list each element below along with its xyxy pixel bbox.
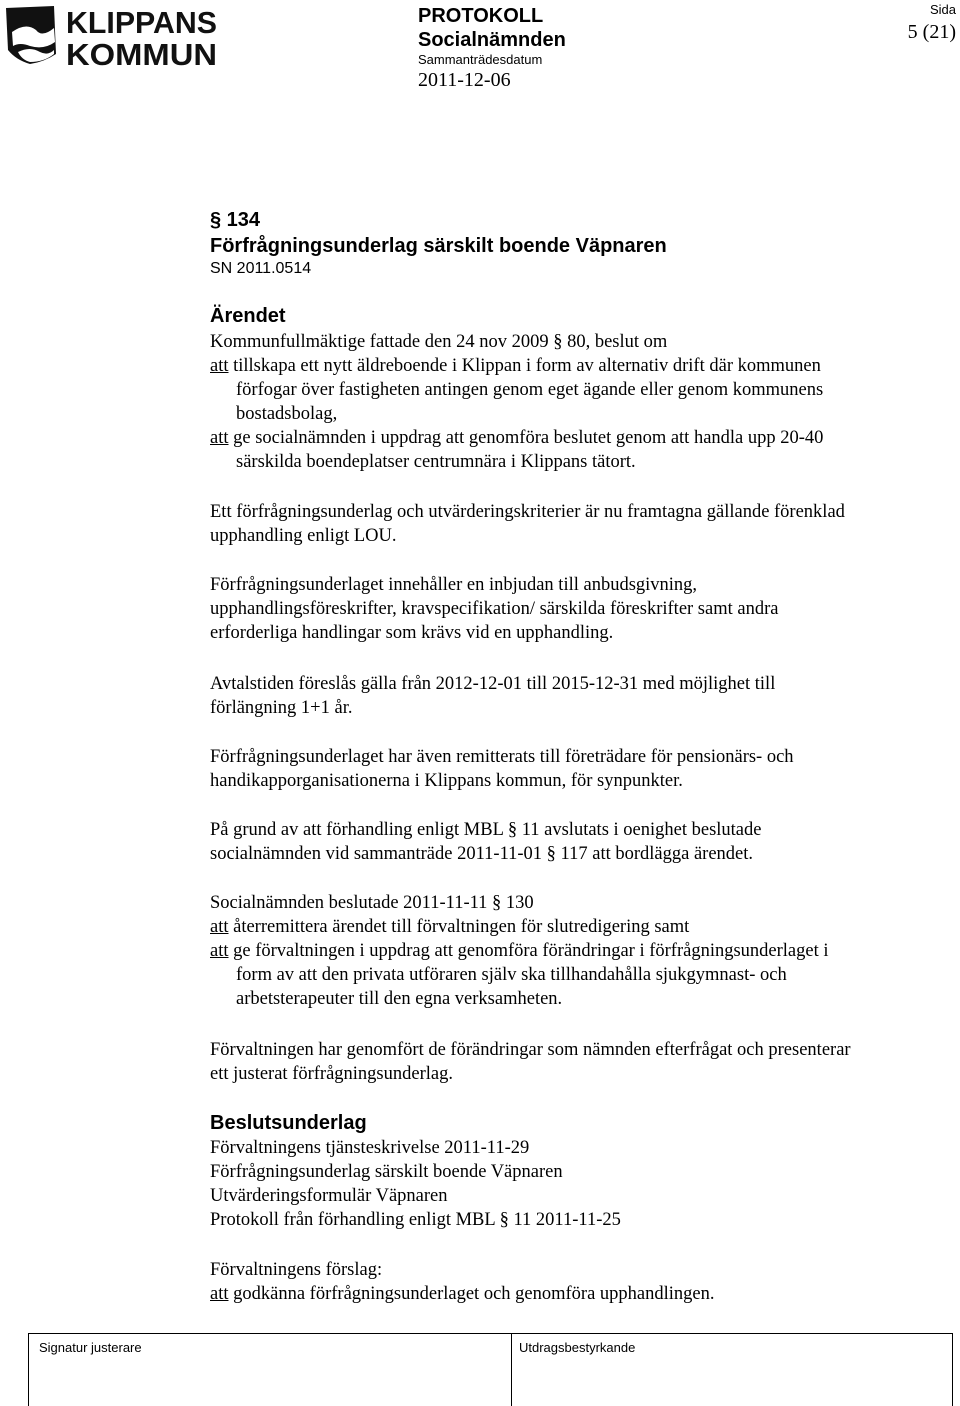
decision-item-1 [210, 354, 955, 426]
list-item: Förvaltningens tjänsteskrivelse 2011-11-29 [210, 1138, 530, 1158]
paragraph-6 [210, 818, 955, 866]
document-type: PROTOKOLL [418, 5, 544, 27]
section-heading-arendet: Ärendet [210, 305, 286, 327]
committee-name: Socialnämnden [418, 29, 566, 51]
section-heading-beslutsunderlag: Beslutsunderlag [210, 1112, 367, 1134]
paragraph-4 [210, 672, 955, 720]
forslag-block [210, 1258, 955, 1306]
text-line: ett justerat förfrågningsunderlag. [210, 1064, 453, 1084]
item-text: återremittera ärendet till förvaltningen för slutredigering samt [228, 917, 690, 937]
paragraph-8 [210, 1038, 955, 1086]
klippans-kommun-logo [4, 2, 219, 68]
page-label: Sida [929, 2, 956, 17]
text-line: Avtalstiden föreslås gälla från 2012-12-01 till 2015-12-31 med möjlighet till [210, 674, 776, 694]
signature-label: Signatur justerare [39, 1340, 142, 1355]
item-text: tillskapa ett nytt äldreboende i Klippan i form av alternativ drift där kommunen [228, 356, 821, 376]
footer-divider [511, 1333, 512, 1406]
text-line: erforderliga handlingar som krävs vid en upphandling. [210, 623, 614, 643]
paragraph-5 [210, 745, 955, 793]
text-line: socialnämnden vid sammanträde 2011-11-01 § 117 att bordlägga ärendet. [210, 844, 754, 864]
att-keyword: att [210, 428, 229, 448]
decision-item [210, 915, 955, 939]
item-text: förfogar över fastigheten antingen genom eget ägande eller genom kommunens [236, 380, 824, 400]
text-line: Förfrågningsunderlaget har även remitterats till företrädare för pensionärs- och [210, 747, 794, 767]
arendet-intro-block [210, 330, 955, 474]
list-item: Förfrågningsunderlag särskilt boende Väpnaren [210, 1162, 563, 1182]
item-text: ge förvaltningen i uppdrag att genomföra förändringar i förfrågningsunderlaget i [228, 941, 829, 961]
list-item: Utvärderingsformulär Väpnaren [210, 1186, 448, 1206]
item-text: form av att den privata utföraren själv ska tillhandahålla sjukgymnast- och [236, 965, 787, 985]
text-line: Förvaltningen har genomfört de förändringar som nämnden efterfrågat och presenterar [210, 1040, 851, 1060]
meeting-date: 2011-12-06 [418, 69, 511, 91]
footer-rule [28, 1333, 952, 1334]
paragraph-2 [210, 500, 955, 548]
beslutsunderlag-list [210, 1136, 955, 1232]
item-text: godkänna förfrågningsunderlaget och genomföra upphandlingen. [228, 1284, 715, 1304]
logo-text-klippans: KLIPPANS [66, 5, 217, 40]
certification-label: Utdragsbestyrkande [519, 1340, 636, 1355]
list-item: Protokoll från förhandling enligt MBL § 11 2011-11-25 [210, 1210, 621, 1230]
decision-item-2 [210, 426, 955, 474]
att-keyword: att [210, 941, 229, 961]
item-text: bostadsbolag, [236, 404, 338, 424]
text-line: Socialnämnden beslutade 2011-11-11 § 130 [210, 893, 534, 913]
text-line: förlängning 1+1 år. [210, 698, 353, 718]
forslag-heading: Förvaltningens förslag: [210, 1260, 383, 1280]
text-line: upphandlingsföreskrifter, kravspecifikation/ särskilda föreskrifter samt andra [210, 599, 779, 619]
forslag-item [210, 1282, 955, 1306]
text-line: På grund av att förhandling enligt MBL § 11 avslutats i oenighet beslutade [210, 820, 762, 840]
text-line: upphandling enligt LOU. [210, 526, 397, 546]
intro-line: Kommunfullmäktige fattade den 24 nov 2009 § 80, beslut om [210, 332, 668, 352]
meeting-date-label: Sammanträdesdatum [418, 52, 543, 67]
text-line: Förfrågningsunderlaget innehåller en inbjudan till anbudsgivning, [210, 575, 698, 595]
item-text: särskilda boendeplatser centrumnära i Klippans tätort. [236, 452, 636, 472]
logo-text-kommun: KOMMUN [66, 37, 217, 68]
decision-item [210, 939, 955, 1011]
case-number: SN 2011.0514 [210, 260, 312, 277]
att-keyword: att [210, 1284, 229, 1304]
text-line: Ett förfrågningsunderlag och utvärderingskriterier är nu framtagna gällande förenklad [210, 502, 845, 522]
footer-divider [952, 1333, 953, 1406]
att-keyword: att [210, 917, 229, 937]
paragraph-number: § 134 [210, 209, 261, 231]
item-text: ge socialnämnden i uppdrag att genomföra beslutet genom att handla upp 20-40 [228, 428, 824, 448]
text-line: handikapporganisationerna i Klippans kommun, för synpunkter. [210, 771, 683, 791]
footer-divider [28, 1333, 29, 1406]
paragraph-7 [210, 891, 955, 1011]
logo-emblem [4, 2, 219, 68]
paragraph-3 [210, 573, 955, 645]
item-text: arbetsterapeuter till den egna verksamheten. [236, 989, 563, 1009]
page-number: 5 (21) [907, 21, 956, 43]
att-keyword: att [210, 356, 229, 376]
case-title: Förfrågningsunderlag särskilt boende Väpnaren [210, 235, 667, 257]
